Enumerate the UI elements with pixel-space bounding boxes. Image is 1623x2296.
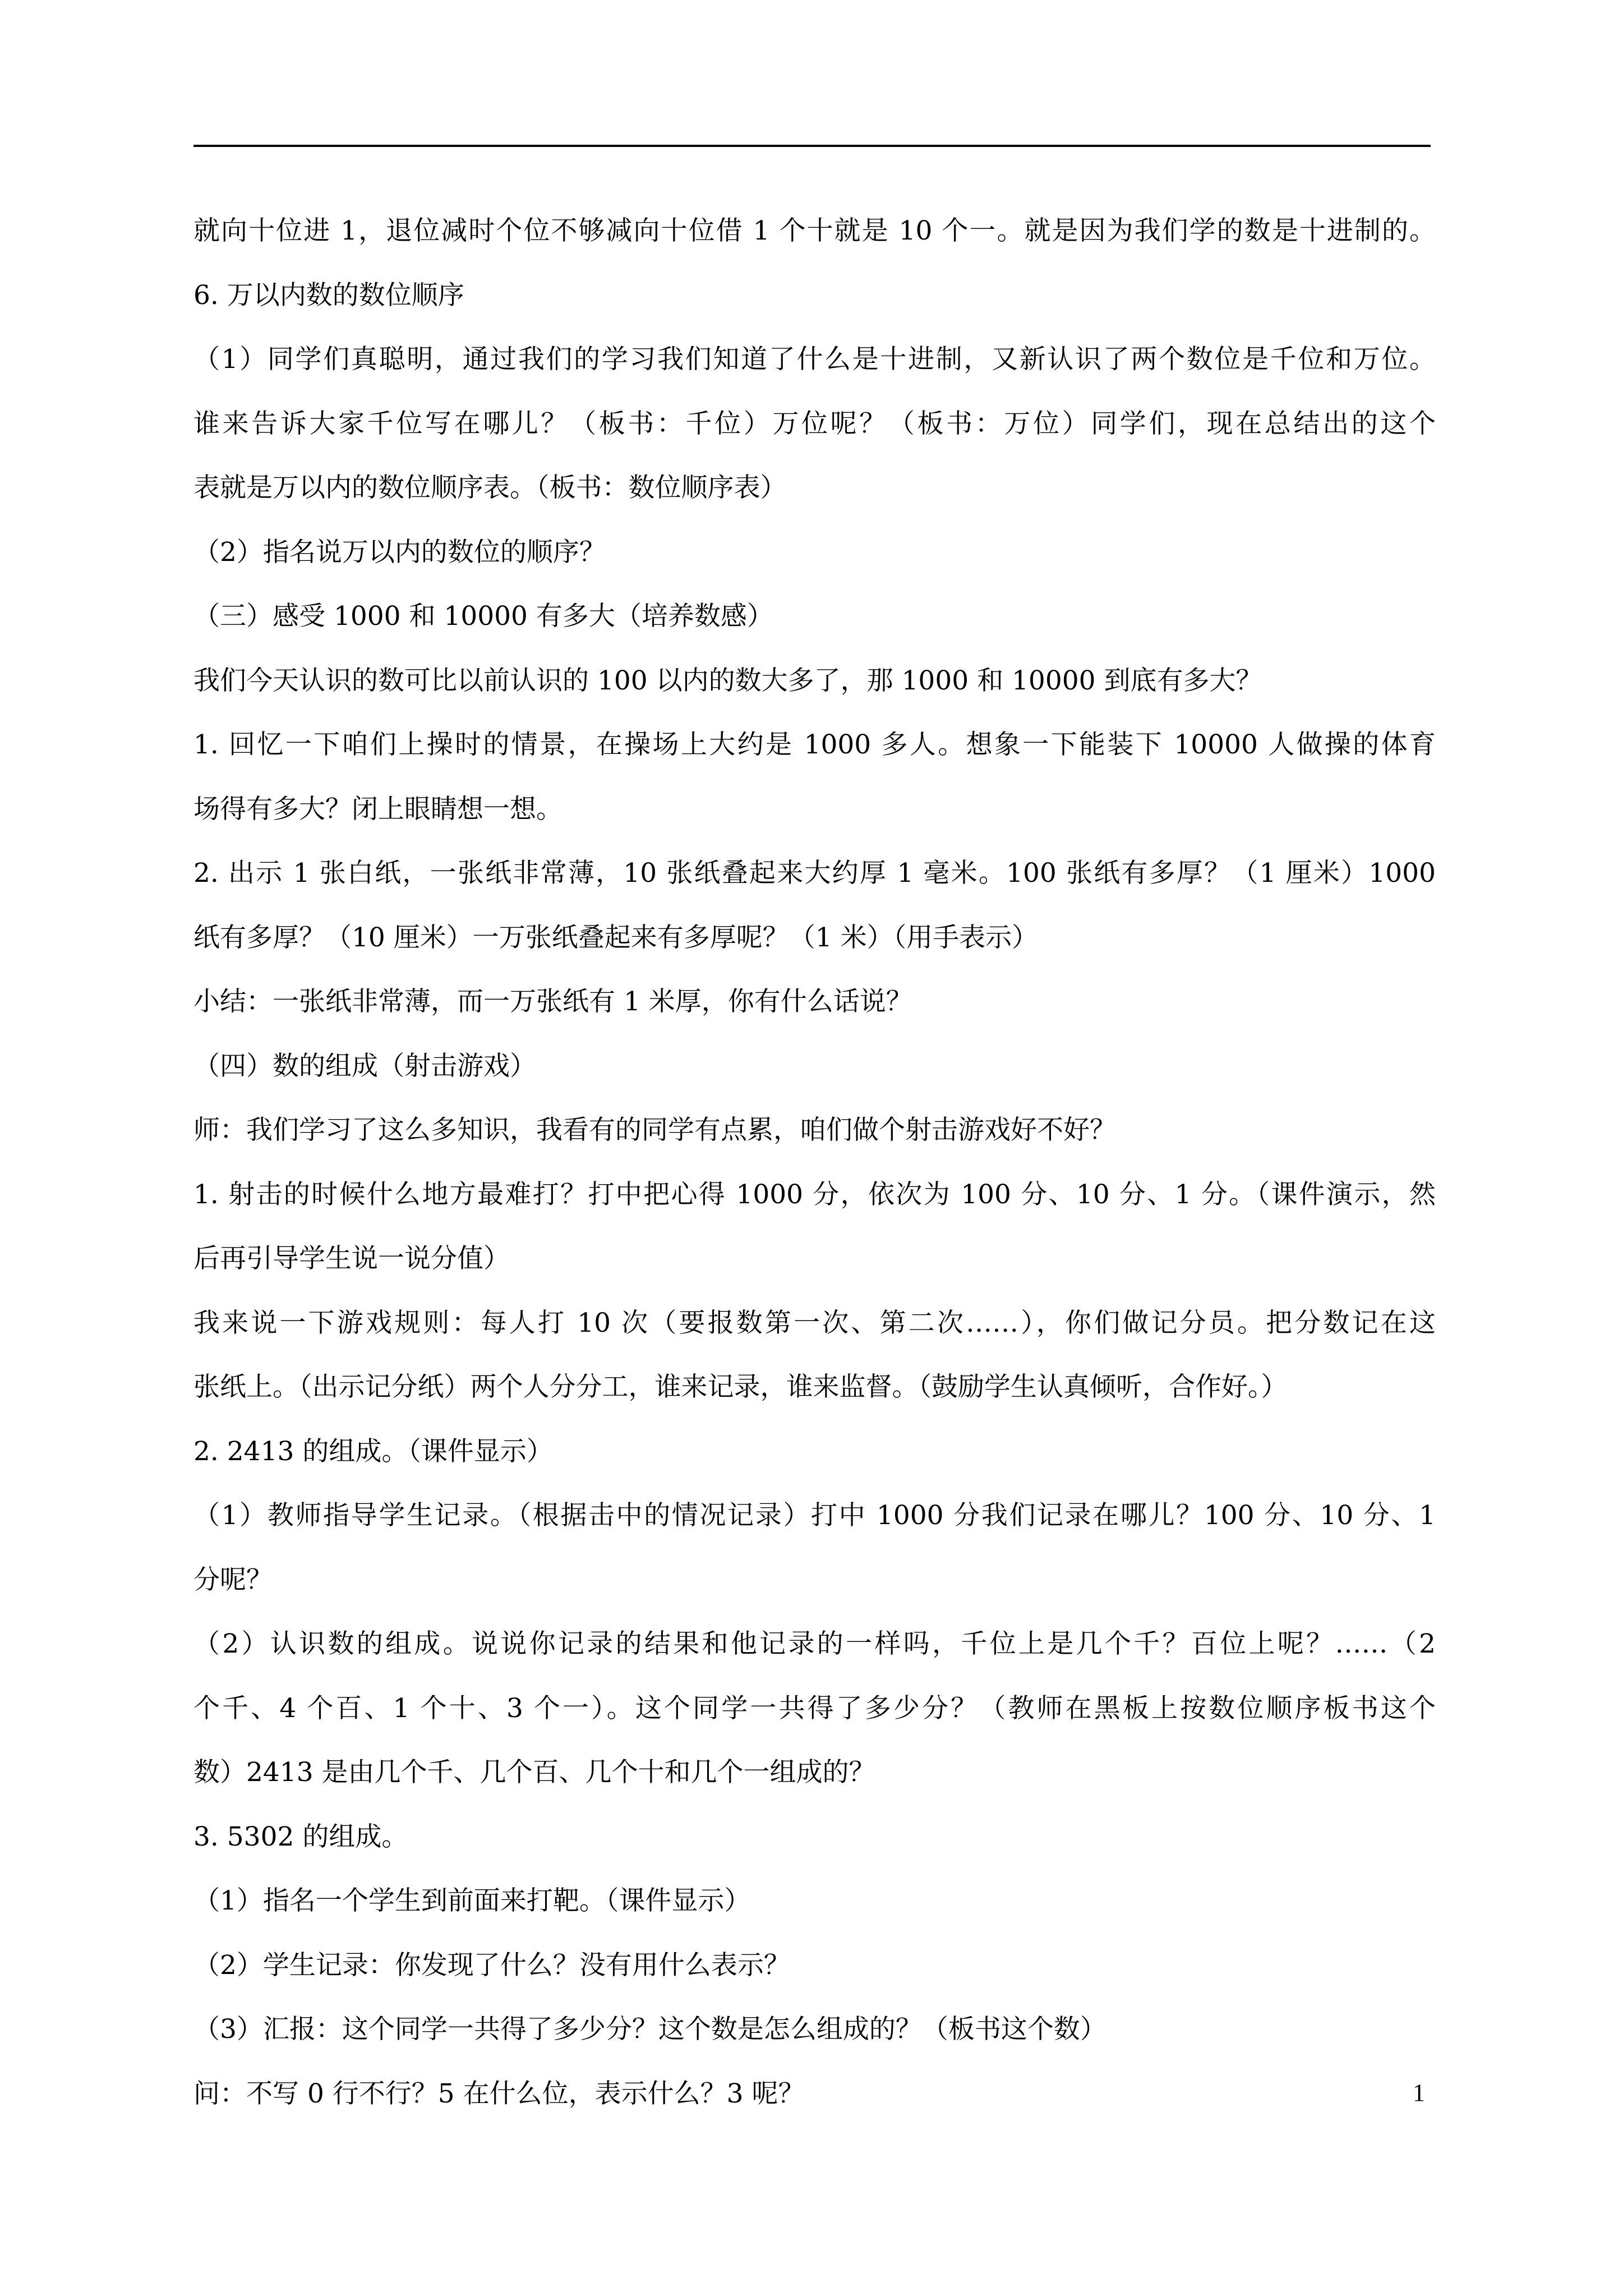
paragraph-line: 师：我们学习了这么多知识，我看有的同学有点累，咱们做个射击游戏好不好？ — [193, 1115, 1116, 1145]
paragraph-line: （1）同学们真聪明，通过我们的学习我们知道了什么是十进制，又新认识了两个数位是千位和万位。 — [193, 344, 1436, 375]
paragraph-line: （2）指名说万以内的数位的顺序？ — [193, 536, 606, 568]
paragraph-line: 张纸上。（出示记分纸）两个人分分工，谁来记录，谁来监督。（鼓励学生认真倾听，合作好。） — [193, 1372, 1288, 1402]
header-rule — [193, 145, 1431, 147]
paragraph-line: 数）2413 是由几个千、几个百、几个十和几个一组成的？ — [193, 1757, 875, 1788]
paragraph-line: 谁来告诉大家千位写在哪儿？（板书：千位）万位呢？（板书：万位）同学们，现在总结出的这个 — [193, 408, 1436, 439]
paragraph-line: 表就是万以内的数位顺序表。（板书：数位顺序表） — [193, 472, 787, 503]
paragraph-line: 后再引导学生说一说分值） — [193, 1243, 510, 1274]
paragraph-line: 2. 出示 1 张白纸，一张纸非常薄，10 张纸叠起来大约厚 1 毫米。100 张纸有多厚？（1 厘米）1000 — [193, 858, 1436, 889]
section-heading: （四）数的组成（射击游戏） — [193, 1050, 536, 1082]
paragraph-line: （1）指名一个学生到前面来打靶。（课件显示） — [193, 1885, 751, 1916]
paragraph-line: 我来说一下游戏规则：每人打 10 次（要报数第一次、第二次……），你们做记分员。把分数记在这 — [193, 1307, 1436, 1338]
paragraph-line: 纸有多厚？（10 厘米）一万张纸叠起来有多厚呢？（1 米）（用手表示） — [193, 922, 1039, 953]
paragraph-line: 分呢？ — [193, 1564, 273, 1595]
paragraph-line: 个千、4 个百、1 个十、3 个一）。这个同学一共得了多少分？（教师在黑板上按数位顺序板书这个 — [193, 1692, 1436, 1724]
section-heading: 6. 万以内数的数位顺序 — [193, 279, 464, 311]
paragraph-line: 小结：一张纸非常薄，而一万张纸有 1 米厚，你有什么话说？ — [193, 986, 912, 1017]
paragraph-line: 场得有多大？闭上眼睛想一想。 — [193, 793, 562, 825]
paragraph-line: （3）汇报：这个同学一共得了多少分？这个数是怎么组成的？（板书这个数） — [193, 2014, 1106, 2045]
paragraph-line: 我们今天认识的数可比以前认识的 100 以内的数大多了，那 1000 和 10000 到底有多大？ — [193, 665, 1262, 696]
paragraph-line: 2. 2413 的组成。（课件显示） — [193, 1435, 553, 1467]
paragraph-line: （1）教师指导学生记录。（根据击中的情况记录）打中 1000 分我们记录在哪儿？100 分、10 分、1 — [193, 1500, 1436, 1531]
paragraph-line: （2）学生记录：你发现了什么？没有用什么表示？ — [193, 1949, 790, 1981]
paragraph-line: 1. 射击的时候什么地方最难打？打中把心得 1000 分，依次为 100 分、10 分、1 分。（课件演示，然 — [193, 1179, 1436, 1210]
paragraph-line: 1. 回忆一下咱们上操时的情景，在操场上大约是 1000 多人。想象一下能装下 10000 人做操的体育 — [193, 729, 1436, 760]
paragraph-line: 问：不写 0 行不行？5 在什么位，表示什么？3 呢？ — [193, 2078, 805, 2109]
paragraph-line: 3. 5302 的组成。 — [193, 1821, 408, 1852]
page-number: 1 — [1413, 2079, 1425, 2106]
paragraph-line: （2）认识数的组成。说说你记录的结果和他记录的一样吗，千位上是几个千？百位上呢？……（2 — [193, 1628, 1436, 1659]
paragraph-line: 就向十位进 1，退位减时个位不够减向十位借 1 个十就是 10 个一。就是因为我们学的数是十进制的。 — [193, 215, 1436, 246]
body-text — [193, 199, 1436, 2126]
section-heading: （三）感受 1000 和 10000 有多大（培养数感） — [193, 601, 773, 632]
